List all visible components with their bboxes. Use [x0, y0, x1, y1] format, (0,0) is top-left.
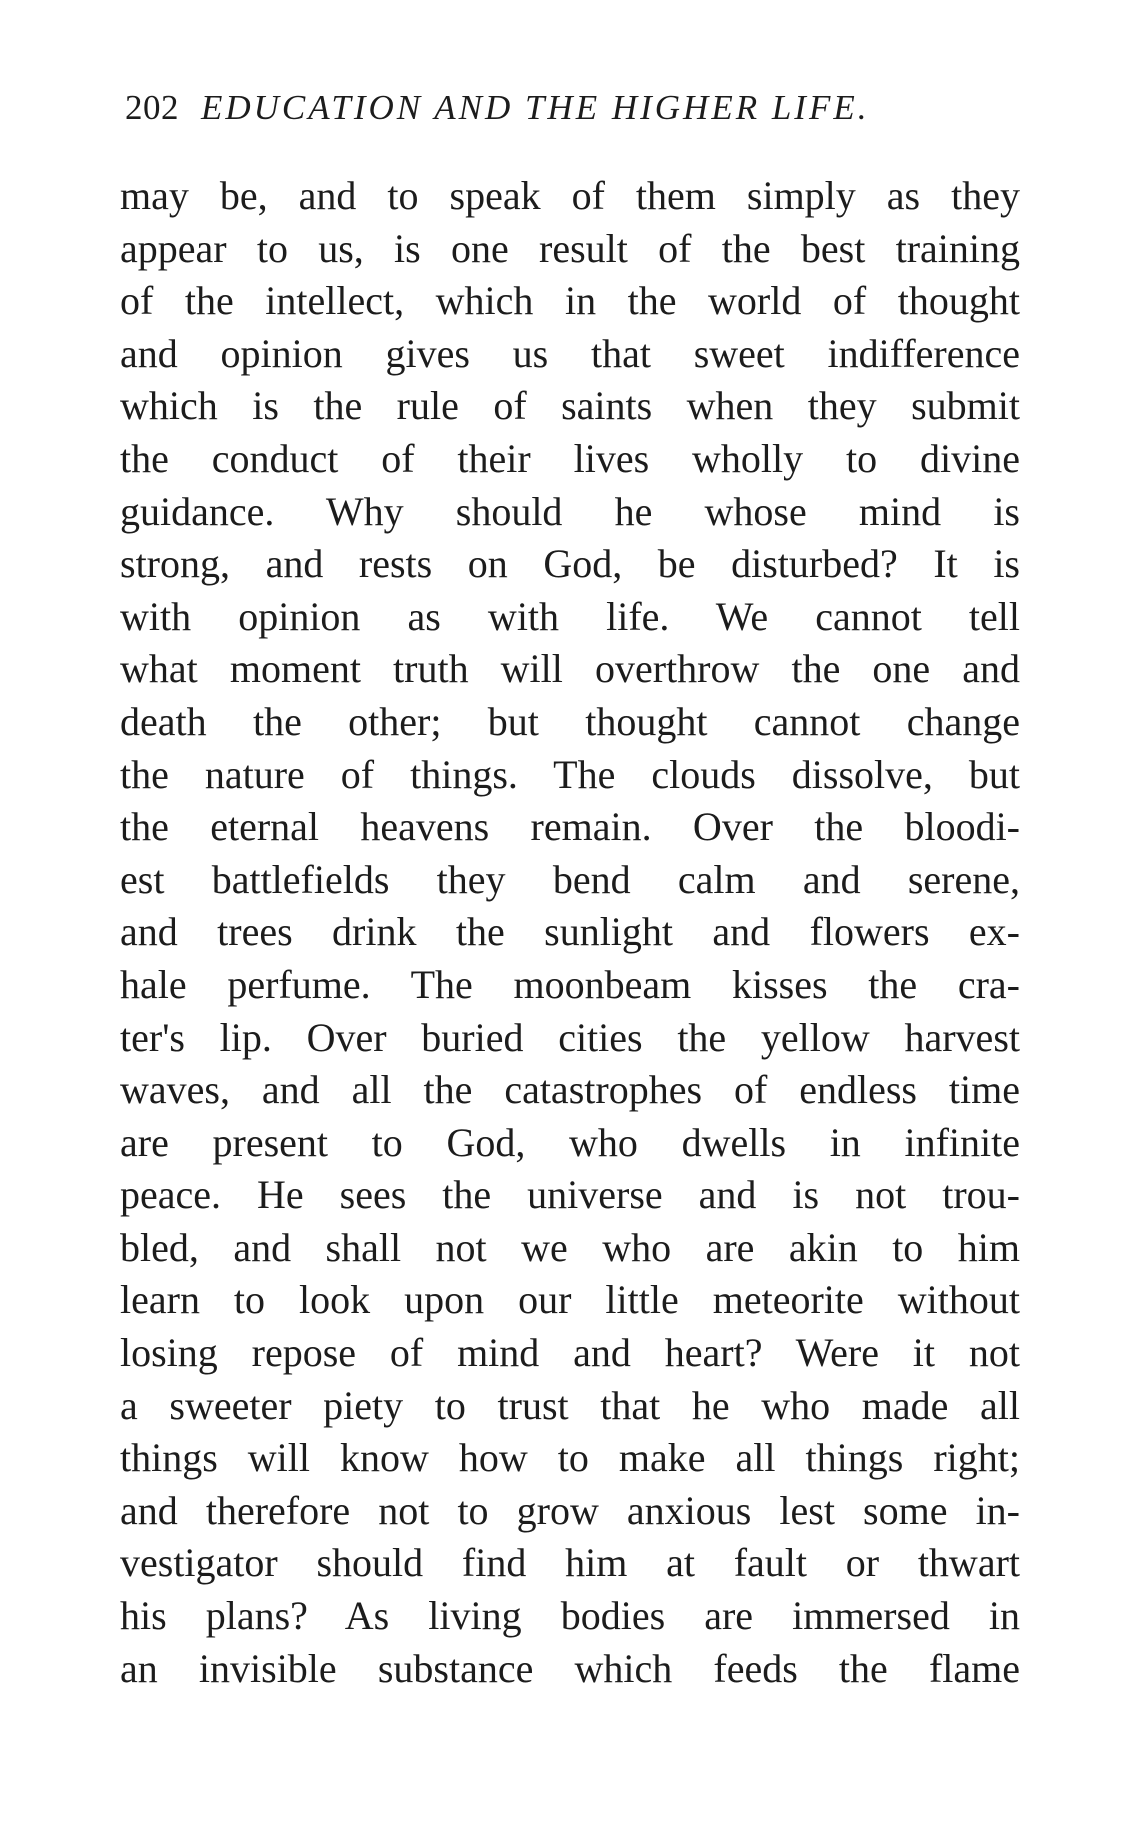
text-line: the conduct of their lives wholly to divine	[120, 435, 1020, 481]
text-line: vestigator should find him at fault or thwart	[120, 1540, 1020, 1586]
text-line: guidance. Why should he whose mind is	[120, 488, 1020, 534]
text-line: and trees drink the sunlight and flowers ex-	[120, 909, 1020, 955]
text-line: are present to God, who dwells in infinite	[120, 1119, 1020, 1165]
text-line: ter's lip. Over buried cities the yellow harvest	[120, 1014, 1020, 1060]
text-line: peace. He sees the universe and is not trou-	[120, 1172, 1020, 1218]
text-line: the eternal heavens remain. Over the bloodi-	[120, 804, 1020, 850]
text-line: a sweeter piety to trust that he who made all	[120, 1382, 1020, 1428]
running-head	[125, 88, 1025, 128]
text-line: the nature of things. The clouds dissolve, but	[120, 751, 1020, 797]
text-line: waves, and all the catastrophes of endless time	[120, 1067, 1020, 1113]
text-line: strong, and rests on God, be disturbed? It is	[120, 541, 1020, 587]
text-line: what moment truth will overthrow the one and	[120, 646, 1020, 692]
text-line: bled, and shall not we who are akin to him	[120, 1224, 1020, 1270]
text-line: learn to look upon our little meteorite without	[120, 1277, 1020, 1323]
text-line: an invisible substance which feeds the flame	[120, 1645, 1020, 1691]
text-line: may be, and to speak of them simply as they	[120, 173, 1020, 218]
text-line: death the other; but thought cannot change	[120, 698, 1020, 744]
text-line: and therefore not to grow anxious lest some in-	[120, 1487, 1020, 1533]
running-title: EDUCATION AND THE HIGHER LIFE.	[201, 88, 870, 127]
text-line: losing repose of mind and heart? Were it not	[120, 1330, 1020, 1376]
text-line: which is the rule of saints when they submit	[120, 383, 1020, 429]
text-line: and opinion gives us that sweet indifference	[120, 330, 1020, 376]
page-number: 202	[125, 88, 179, 127]
body-text	[120, 170, 1020, 1695]
text-line: of the intellect, which in the world of thought	[120, 278, 1020, 324]
text-line: things will know how to make all things right;	[120, 1435, 1020, 1481]
text-line: with opinion as with life. We cannot tell	[120, 593, 1020, 639]
text-line: est battlefields they bend calm and serene,	[120, 856, 1020, 902]
text-line: his plans? As living bodies are immersed in	[120, 1593, 1020, 1639]
text-line: hale perfume. The moonbeam kisses the cra-	[120, 961, 1020, 1007]
text-line: appear to us, is one result of the best training	[120, 225, 1020, 271]
